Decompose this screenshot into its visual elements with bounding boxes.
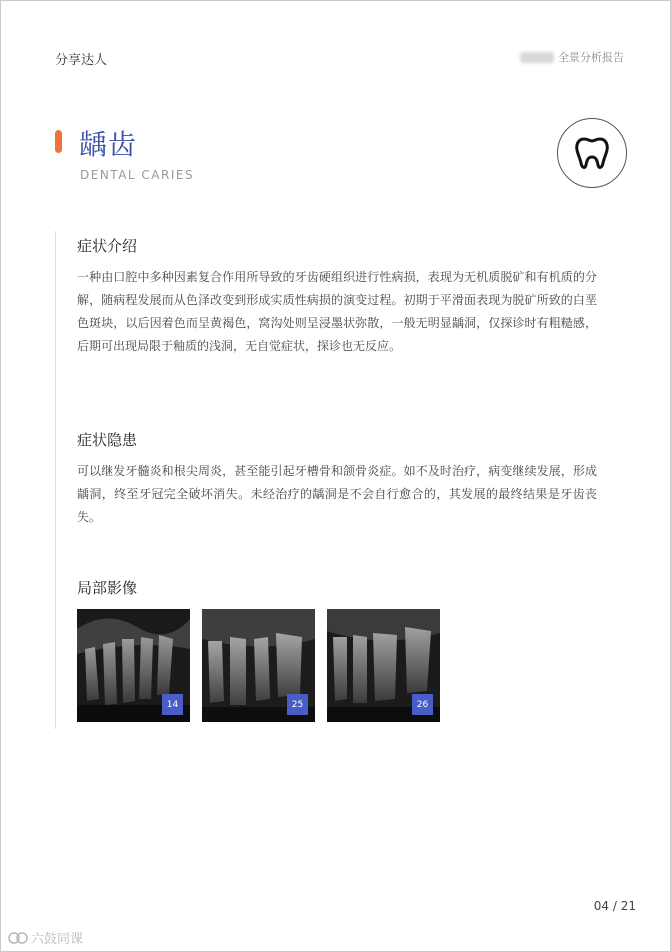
watermark-text: 六鼓同课 <box>31 932 84 947</box>
title-accent-bar <box>55 130 62 153</box>
xray-image[interactable] <box>327 609 440 722</box>
section-divider-line <box>55 231 56 729</box>
report-label <box>520 49 624 65</box>
xray-image[interactable] <box>77 609 190 722</box>
page-number: 04 / 21 <box>593 899 636 913</box>
symptom-intro-heading: 症状介绍 <box>77 237 138 255</box>
condition-title: 龋齿 <box>79 128 138 161</box>
blurred-patient-name <box>520 52 554 63</box>
symptom-risk-text: 可以继发牙髓炎和根尖周炎，甚至能引起牙槽骨和颌骨炎症。如不及时治疗，病变继续发展，形成龋洞，终至牙冠完全破坏消失。未经治疗的龋洞是不会自行愈合的，其发展的最终结果是牙齿丧失。 <box>77 464 597 524</box>
xray-image[interactable] <box>202 609 315 722</box>
report-label-text: 全景分析报告 <box>558 51 624 64</box>
watermark <box>8 928 83 947</box>
xray-gallery <box>77 609 440 722</box>
tooth-number-badge: 26 <box>412 694 433 715</box>
brand-name: 分享达人 <box>55 53 108 68</box>
watermark-logo-icon <box>8 930 28 946</box>
condition-subtitle: DENTAL CARIES <box>80 168 195 182</box>
local-images-heading: 局部影像 <box>77 579 138 597</box>
tooth-number-badge: 25 <box>287 694 308 715</box>
tooth-icon <box>557 118 627 188</box>
symptom-risk-heading: 症状隐患 <box>77 431 138 449</box>
symptom-intro-text: 一种由口腔中多种因素复合作用所导致的牙齿硬组织进行性病损，表现为无机质脱矿和有机质的分解，随病程发展而从色泽改变到形成实质性病损的演变过程。初期于平滑面表现为脱矿所致的白垩色斑块，以后因着色而呈黄褐色，窝沟处则呈浸墨状弥散，一般无明显龋洞，仅探诊时有粗糙感，后期可出现局限于釉质的浅洞，无自觉症状，探诊也无反应。 <box>77 270 597 353</box>
tooth-number-badge: 14 <box>162 694 183 715</box>
